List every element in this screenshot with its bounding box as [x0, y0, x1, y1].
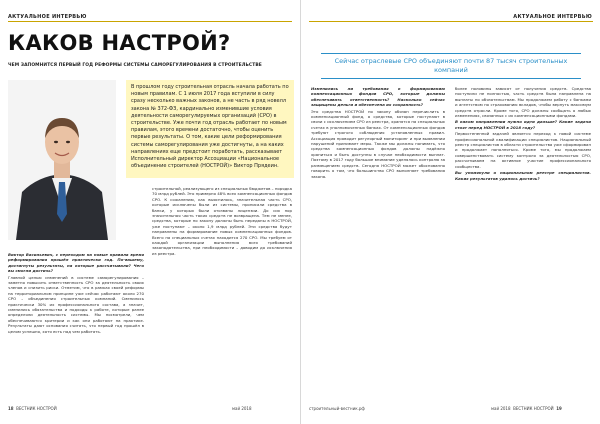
article-subtitle: ЧЕМ ЗАПОМНИТСЯ ПЕРВЫЙ ГОД РЕФОРМЫ СИСТЕМЫ САМОРЕГУЛИРОВАНИЯ В СТРОИТЕЛЬСТВЕ — [8, 63, 262, 68]
article-column-4 — [455, 86, 591, 402]
pull-quote-rule-bottom — [321, 78, 581, 79]
rubric-rule-right — [309, 21, 593, 22]
pull-quote-rule-top — [321, 53, 581, 54]
intro-box — [126, 80, 294, 178]
answer: Это средства НОСТРОЙ по закону обязан перечислить в компенсационный фонд, а средства, которые поступают в связи с исключением СРО из реестра, хранятся на специальных счетах в уполномоченных банках. От компенсационных фондов требуют строгого соблюдения установленных правил. Ассоциация проводит регулярный мониторинг и при выявлении нарушений принимает меры. Также мы должны понимать, что средства компенсационных фондов должны надёжно храниться и быть доступны в случае необходимости выплат. Поэтому в 2017 году большое внимание уделялось контролю за размещением средств. Сегодня НОСТРОЙ может обоснованно говорить о том, что большинство СРО выполняет требования закона. — [311, 108, 445, 179]
answer: Первостепенной задачей является переход к новой системе профессиональной квалификации специалистов. Национальный реестр специалистов в области строительства уже сформирован и продолжает пополняться. Кроме того, мы продолжаем совершенствовать систему контроля за деятельностью СРО, рассчитываем на активное участие профессионального сообщества. — [455, 131, 591, 169]
article-column-1 — [8, 252, 144, 402]
question: Виктор Васильевич, с переходом на новые правила время реформирования прошёл практически год. По-вашему, достигнуты результаты, на которые рассчитывали? Чего вы смогли достичь? — [8, 252, 144, 274]
footer-website: строительный-вестник.рф — [309, 406, 365, 411]
footer-right — [491, 406, 562, 411]
rubric-left: АКТУАЛЬНОЕ ИНТЕРВЬЮ — [8, 14, 87, 20]
answer: строительной, реализующего из специальных бюджетов – порядка 70 млрд рублей. Это примерно 48% всех компенсационных фондов СРО. К сожалению, как выяснилось, значительная часть СРО, которые исключены были из системы, прописали средства в банки, у которых были отозваны лицензии. До сих пор значительная часть таких средств не возвращена. Тем не менее, средства, которые по закону должны быть переданы в НОСТРОЙ, уже поступают – около 1,9 млрд рублей. Эти средства будут направлены на формирование новых компенсационных фондов. Всего на специальных счетах находится 270 СРО. Мы требуем от каждой организации выполнения всех требований законодательства, при необходимости – доводим до исключения из реестра. — [152, 186, 292, 256]
pull-quote: Сейчас отраслевые СРО объединяют почти 87 тысяч строительных компаний — [334, 57, 568, 74]
right-page — [300, 0, 600, 424]
question: Вы упомянули о национальном реестре специалистов. Каких результатов удалось достичь? — [455, 170, 591, 181]
article-column-2 — [152, 186, 292, 402]
footer-issue-left: май 2018 — [232, 406, 252, 411]
portrait-photo — [8, 80, 116, 240]
answer: более половины зависят от получения средств. Средства поступили не полностью, часть средств была направлена на выплаты по обязательствам. Мы продолжаем работу с банками и агентством по страхованию вкладов, чтобы вернуть максимум средств отрасли. Кроме того, СРО должны сообщать о любых изменениях, связанных с их компенсационными фондами. — [455, 86, 591, 119]
answer: Главной целью изменений в системе саморегулирования – заметно повысить ответственность СРО за деятельность своих членов и снизить риски. Отметим, что в рамках своей реформы на территориальном принципе уже сейчас работают около 270 СРО – объединения строительных компаний. Сменилось практически 30% их профессионального состава, а значит, сменились обязательства и подходы к работе, которые ранее определяли деятельность системы. Мы посмотрели, чем обеспечиваются критерии и как они работают на практике. Результаты дают основания считать, что первый год прошёл в целом успешно, хотя есть над чем работать. — [8, 274, 144, 334]
journal-name-left: ВЕСТНИК НОСТРОЙ — [16, 406, 57, 411]
footer-left — [8, 406, 57, 411]
portrait-illustration — [8, 80, 116, 240]
article-column-3 — [311, 86, 445, 402]
article-title: КАКОВ НАСТРОЙ? — [8, 31, 231, 55]
page-number-right: 19 — [556, 406, 562, 411]
question: Изменились ли требования к формированию компенсационных фондов СРО, которые должны обеспечивать ответственность? Насколько сейчас защищены деньги и обеспечена их сохранность? — [311, 86, 445, 108]
question: В каком направлении нужно идти дальше? Какие задачи стоят перед НОСТРОЙ в 2018 году? — [455, 119, 591, 130]
page-number-left: 18 — [8, 406, 14, 411]
issue-right: май 2018 — [491, 406, 511, 411]
journal-name-right: ВЕСТНИК НОСТРОЙ — [513, 406, 554, 411]
rubric-right: АКТУАЛЬНОЕ ИНТЕРВЬЮ — [513, 14, 592, 20]
rubric-rule-left — [8, 21, 292, 22]
intro-text: В прошлом году строительная отрасль начала работать по новым правилам. С 1 июля 2017 года вступили в силу сразу несколько важных законов, а не часть в ряд новелл закона № 372-ФЗ, кардинально изменившие условия деятельности саморегулируемых организаций (СРО) в строительстве. Уже почти год отрасль работает по новым правилам, этого времени достаточно, чтобы оценить первые результаты. О том, какие цели реформирования системы саморегулирования уже достигнуты, а на каких направлениях еще предстоит поработать, рассказывает Исполнительный директор Ассоциации «Национальное объединение строителей (НОСТРОЙ)» Виктор Прядеин. — [131, 84, 289, 170]
